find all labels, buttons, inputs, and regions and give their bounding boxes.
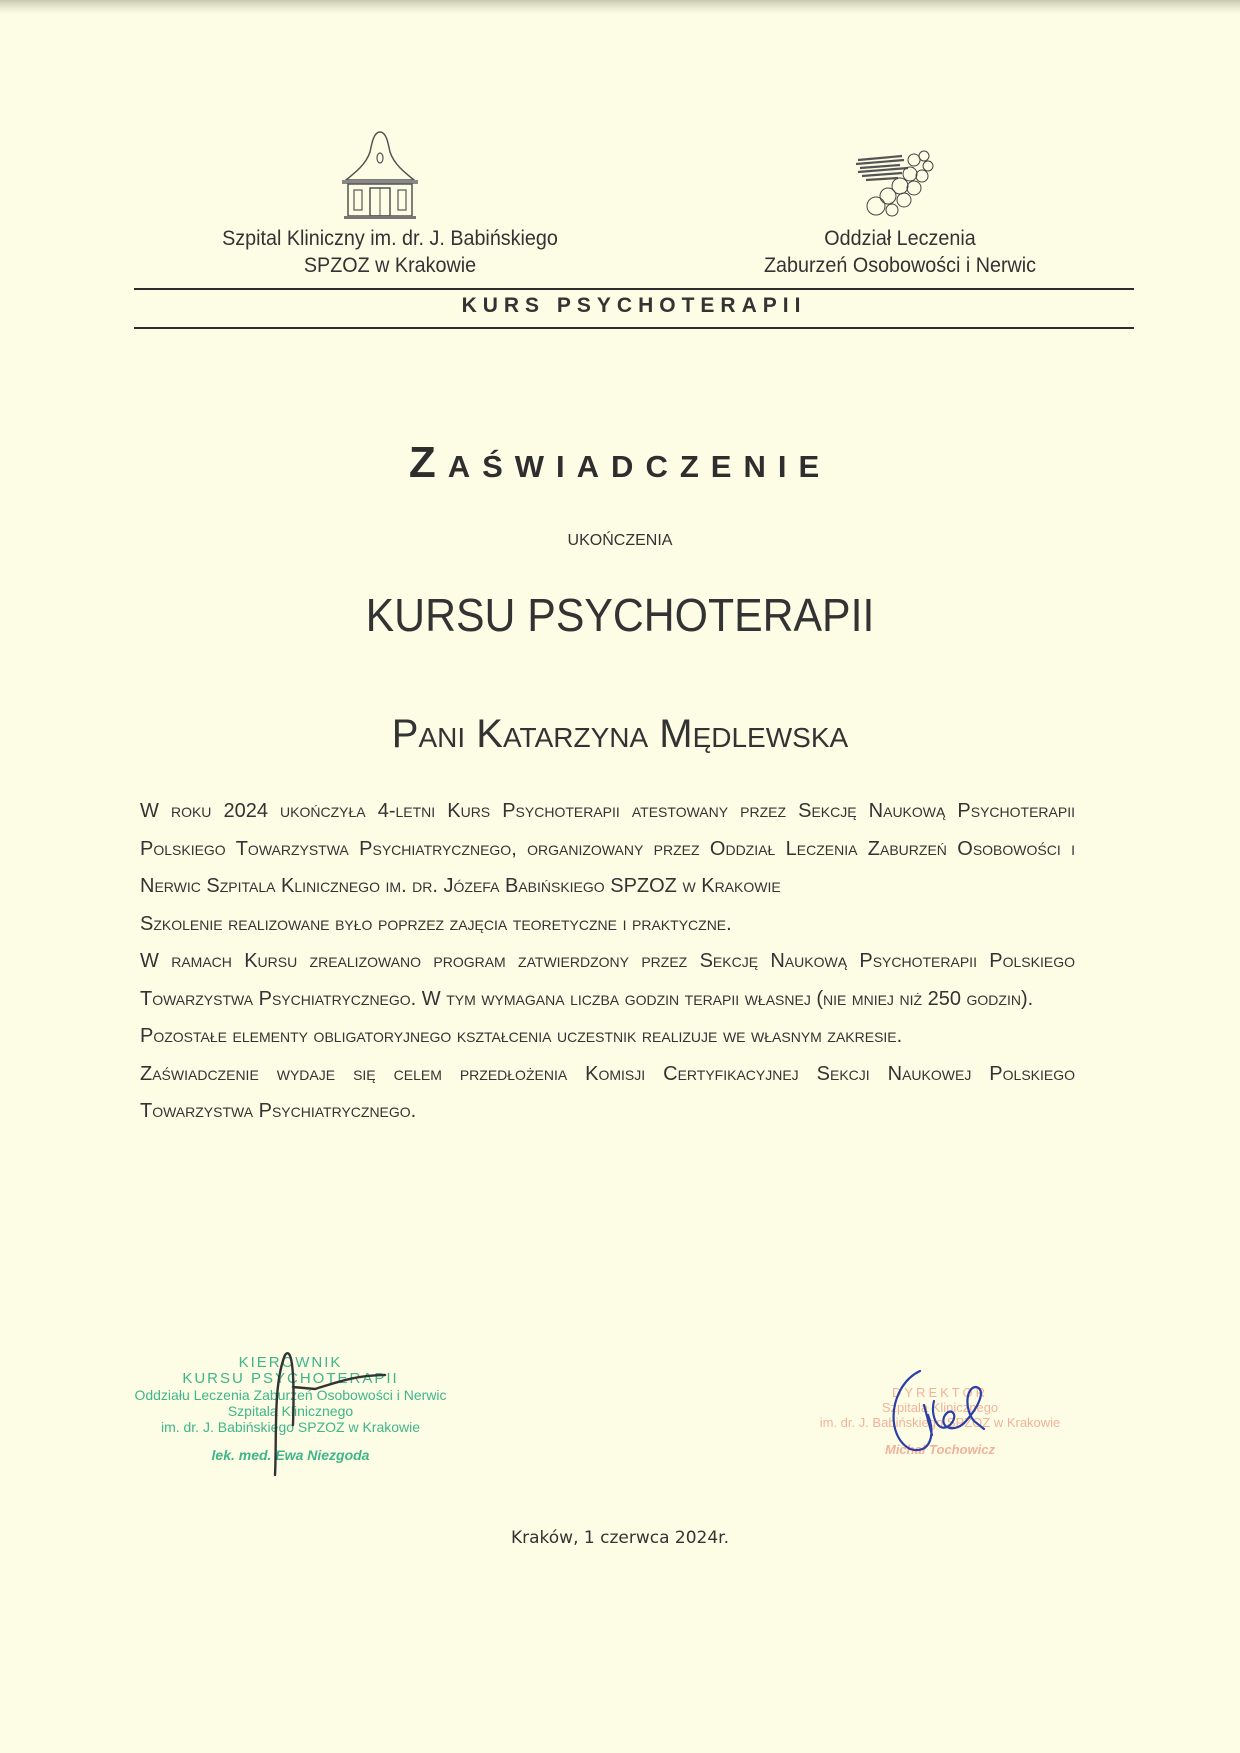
tree-and-rocks-logo [852, 140, 944, 218]
signature-left-icon [255, 1345, 395, 1485]
stamp-signatory: Michał Tochowicz [884, 1442, 996, 1457]
hospital-name-line2: SPZOZ w Krakowie [303, 254, 477, 277]
certificate-title: Zaświadczenie [408, 438, 832, 487]
course-heading: KURS PSYCHOTERAPII [461, 294, 807, 317]
signature-right-icon [880, 1365, 990, 1455]
stamp-line: Szpitala Klinicznego [881, 1400, 999, 1415]
stamp-line: KURSU PSYCHOTERAPII [182, 1370, 399, 1387]
body-paragraph: Zaświadczenie wydaje się celem przedłożenia Komisji Certyfikacyjnej Sekcji Naukowej Polskiego Towarzystwa Psychiatrycznego. [140, 1062, 1075, 1122]
stamp-line: im. dr. J. Babińskiego SPZOZ w Krakowie [819, 1415, 1061, 1430]
department-name-line2: Zaburzeń Osobowości i Nerwic [763, 254, 1037, 277]
body-paragraph: W ramach Kursu zrealizowano program zatwierdzony przez Sekcję Naukową Psychoterapii Polskiego Towarzystwa Psychiatrycznego. W tym wymagana liczba godzin terapii własnej (nie mniej niż 250 godzin). [140, 950, 1075, 1010]
body-paragraph: Pozostałe elementy obligatoryjnego kształcenia uczestnik realizuje we własnym zakresie. [140, 1025, 903, 1047]
place-and-date: Kraków, 1 czerwca 2024r. [510, 1528, 729, 1548]
recipient-name: Pani Katarzyna Mędlewska [391, 712, 849, 756]
scan-edge-shadow [0, 0, 1240, 14]
department-name-line1: Oddział Leczenia [824, 227, 976, 250]
hospital-building-logo [338, 128, 422, 220]
stamp-line: Oddziału Leczenia Zaburzeń Osobowości i Nerwic [134, 1387, 447, 1403]
body-paragraph: Szkolenie realizowane było poprzez zajęcia teoretyczne i praktyczne. [140, 912, 732, 935]
stamp-line: KIEROWNIK [238, 1354, 343, 1371]
stamp-line: im. dr. J. Babińskiego SPZOZ w Krakowie [160, 1419, 421, 1435]
stamp-line: DYREKTOR [892, 1385, 988, 1400]
stamp-signatory: lek. med. Ewa Niezgoda [211, 1447, 370, 1463]
certificate-subtitle: UKOŃCZENIA [567, 532, 673, 549]
hospital-name-line1: Szpital Kliniczny im. dr. J. Babińskiego [222, 227, 558, 250]
department-name [703, 225, 1098, 279]
stamp-line: Szpitala Klinicznego [227, 1403, 354, 1419]
body-paragraph: W roku 2024 ukończyła 4-letni Kurs Psychoterapii atestowany przez Sekcję Naukową Psychoterapii Polskiego Towarzystwa Psychiatrycznego, organizowany przez Oddział Leczenia Zaburzeń Osobowości i Nerwic Szpitala Klinicznego im. dr. Józefa Babińskiego SPZOZ w Krakowie [140, 800, 1075, 897]
hospital-name [174, 225, 606, 279]
certificate-body [140, 793, 1075, 1131]
header-rule-top [134, 288, 1134, 290]
course-name: KURSU PSYCHOTERAPII [365, 589, 875, 641]
header-rule-bottom [134, 327, 1134, 329]
